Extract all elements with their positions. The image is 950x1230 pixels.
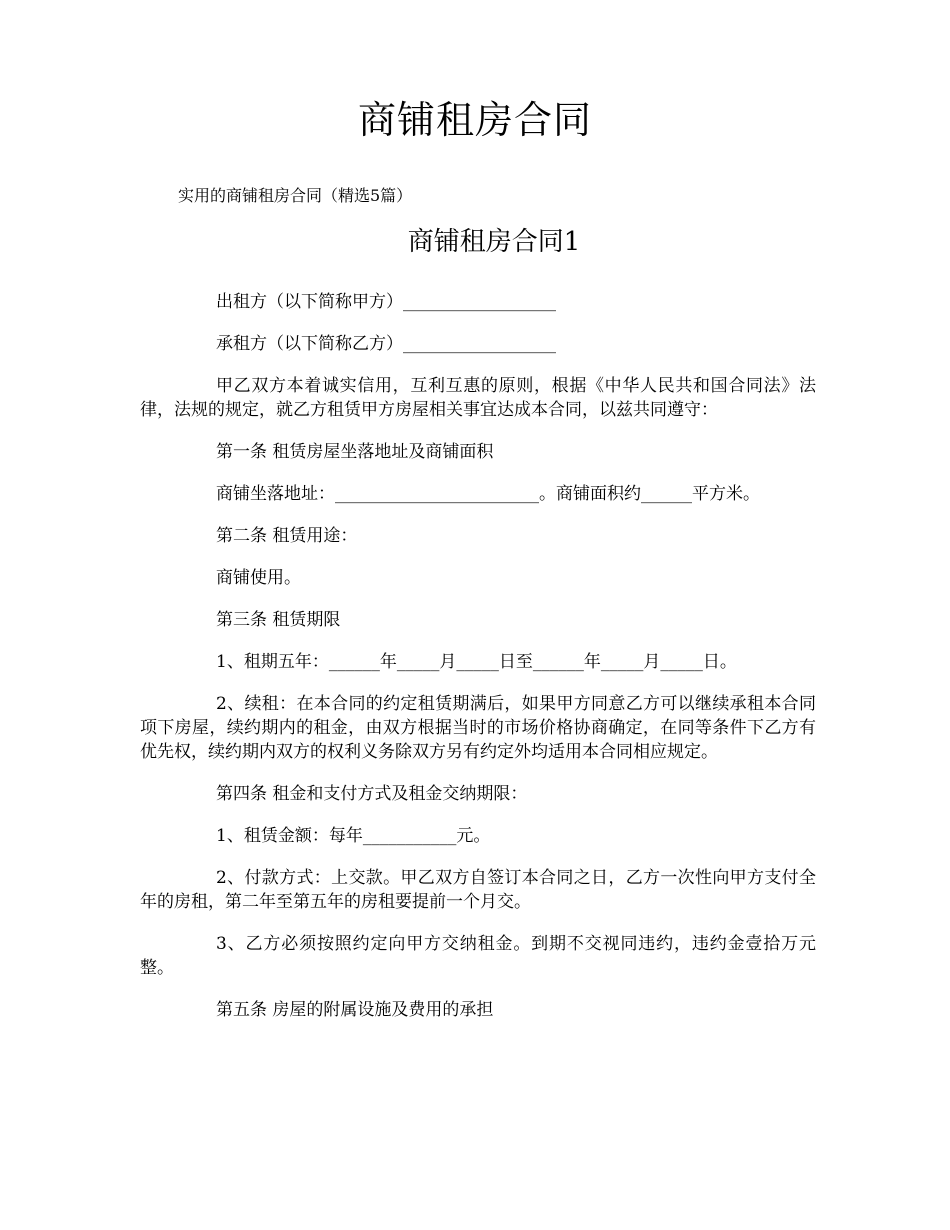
document-subtitle: 实用的商铺租房合同（精选5篇） bbox=[178, 186, 413, 205]
lease-term-line: 1、租期五年：______年_____月_____日至______年_____月_____日。 bbox=[216, 652, 737, 672]
article-3-heading: 第三条 租赁期限 bbox=[216, 610, 341, 630]
shop-address-line: 商铺坐落地址：________________________。商铺面积约______平方米。 bbox=[216, 484, 760, 504]
article-4-heading: 第四条 租金和支付方式及租金交纳期限： bbox=[216, 784, 528, 804]
document-body bbox=[140, 290, 816, 1040]
payment-method-paragraph: 2、付款方式：上交款。甲乙双方自签订本合同之日，乙方一次性向甲方支付全年的房租，第二年至第五年的房租要提前一个月交。 bbox=[140, 868, 816, 912]
article-2-heading: 第二条 租赁用途： bbox=[216, 526, 358, 546]
payment-obligation-paragraph: 3、乙方必须按照约定向甲方交纳租金。到期不交视同违约，违约金壹拾万元整。 bbox=[140, 934, 816, 978]
document-title: 商铺租房合同 bbox=[357, 98, 592, 142]
renewal-paragraph: 2、续租：在本合同的约定租赁期满后，如果甲方同意乙方可以继续承租本合同项下房屋，续约期内的租金，由双方根据当时的市场价格协商确定，在同等条件下乙方有优先权，续约期内双方的权利义务除双方另有约定外均适用本合同相应规定。 bbox=[140, 694, 816, 762]
preamble-paragraph: 甲乙双方本着诚实信用，互利互惠的原则，根据《中华人民共和国合同法》法律，法规的规定，就乙方租赁甲方房屋相关事宜达成本合同，以兹共同遵守： bbox=[140, 376, 816, 420]
section-title: 商铺租房合同1 bbox=[407, 227, 581, 257]
article-1-heading: 第一条 租赁房屋坐落地址及商铺面积 bbox=[216, 442, 494, 462]
lessee-line: 承租方（以下简称乙方）__________________ bbox=[216, 334, 556, 354]
lessor-line: 出租方（以下简称甲方）__________________ bbox=[216, 292, 556, 312]
article-5-heading: 第五条 房屋的附属设施及费用的承担 bbox=[216, 1000, 494, 1020]
usage-line: 商铺使用。 bbox=[216, 568, 301, 588]
rent-amount-line: 1、租赁金额：每年___________元。 bbox=[216, 826, 491, 846]
